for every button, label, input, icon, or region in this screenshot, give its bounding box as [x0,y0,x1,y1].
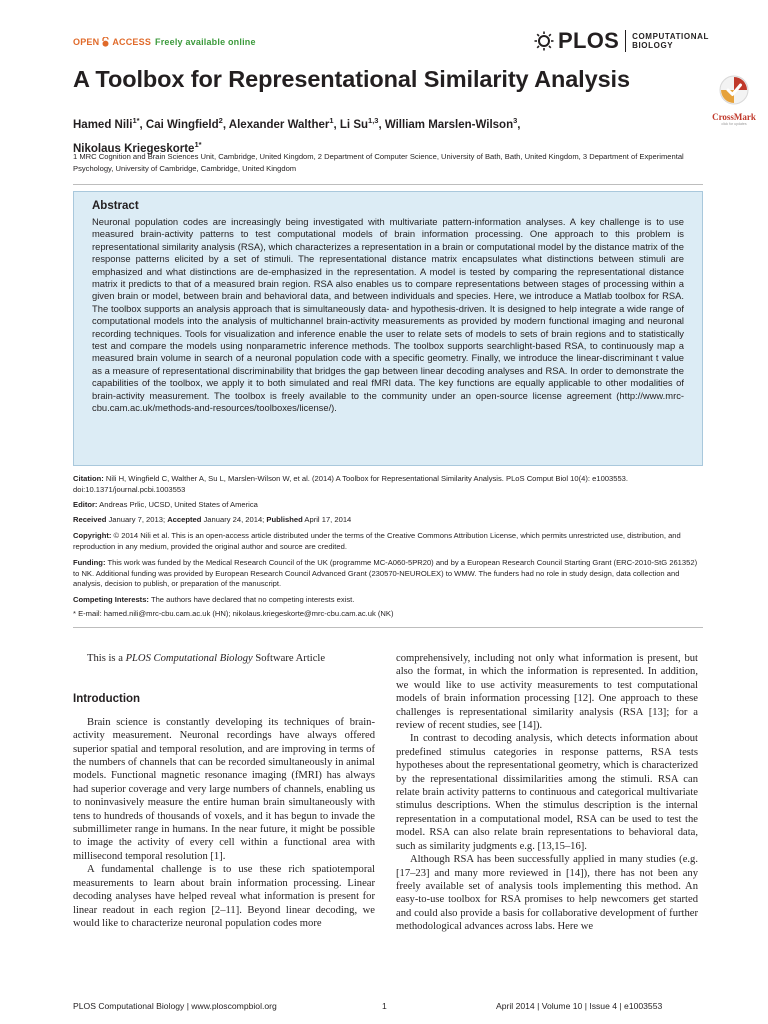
logo-divider [625,30,626,52]
copyright: Copyright: © 2014 Nili et al. This is an open-access article distributed under the terms of the Creative Commons Attribution License, which permits unrestricted use, distribution, and reproduction in any medium, provided the original author and source are credited. [73,531,681,551]
section-heading: Introduction [73,693,141,706]
crossmark-sublabel: click for updates [721,122,747,126]
affiliations: 1 MRC Cognition and Brain Sciences Unit, Cambridge, United Kingdom, 2 Department of Computer Science, University of Bath, Bath, United Kingdom, 3 Department of Experimental Psychology, University of Cambridge, Cambridge, United Kingdom [73,152,684,173]
crossmark-icon [719,75,749,105]
oa-open-text: OPEN [73,37,100,47]
paragraph: A fundamental challenge is to use these rich spatiotemporal measurements to learn about brain information processing. Linear decoding analyses have helped reveal what information is present for linear readout in each region [2–11]. Beyond linear decoding, we would like to characterize neuronal population codes more [73,864,375,929]
article-title: A Toolbox for Representational Similarity Analysis [73,66,630,92]
paragraph: Although RSA has been successfully applied in many studies (e.g. [17–23] and many more reviewed in [14]), there has not been any freely available set of analysis tools implementing this method. An easy-to-use toolbox for RSA promises to help newcomers get started and could also provide a basis for collaborative development of further methodological advances across labs. Here we [396,854,698,933]
page-number: 1 [382,1001,387,1011]
email: * E-mail: hamed.nili@mrc-cbu.cam.ac.uk (HN); nikolaus.kriegeskorte@mrc-cbu.cam.ac.uk (NK) [73,609,394,618]
author[interactable]: William Marslen-Wilson$^3$ [384,116,518,131]
dates: Received January 7, 2013; Accepted January 24, 2014; Published April 17, 2014 [73,515,352,524]
author[interactable]: Cai Wingfield$^2$ [145,116,223,131]
crossmark-badge[interactable] [708,75,760,126]
abstract-heading: Abstract [92,200,139,212]
open-access-banner [73,37,256,47]
author-list: Hamed Nili$^{1*}$, Cai Wingfield$^2$, Alexander Walther$^1$, Li Su$^{1,3}$, William Marslen-Wilson$^3$, Nikolaus Kriegeskorte$^{1*}$ [73,116,521,155]
oa-access-text: ACCESS [112,37,152,47]
oa-free-text: Freely available online [155,37,256,47]
abstract-text: Neuronal population codes are increasingly being investigated with multivariate pattern-information analyses. A key challenge is to use measured brain-activity patterns to test computational models of brain information processing. One approach to this problem is representational similarity analysis (RSA), which characterizes a representation in a brain or computational model by the distance matrix of the response patterns elicited by a set of stimuli. The representational distance matrix encapsulates what distinctions between stimuli are emphasized and what distinctions are de-emphasized in the representation. A model is tested by comparing the representational distance matrix it predicts to that of a measured brain region. RSA also enables us to compare representations between stages of processing within a given brain or model, between brain and behavioral data, and between individuals and species. Here, we introduce a Matlab toolbox for RSA. The toolbox supports an analysis approach that is simultaneously data- and hypothesis-driven. It is designed to help integrate a wide range of computational models into the analysis of multichannel brain-activity measurements as provided by modern functional imaging and neuronal recording techniques. Tools for visualization and inference enable the user to relate sets of models to sets of brain regions and to statistically test and compare the models using nonparametric inference methods. The toolbox supports searchlight-based RSA, to continuously map a measured brain volume in search of a neuronal population code with a specific geometry. Finally, we introduce the linear-discriminant t value as a measure of representational discriminability that bridges the gap between linear decoding analyses and RSA. In order to demonstrate the capabilities of the toolbox, we apply it to both simulated and real fMRI data. The key functions are equally applicable to other modalities of brain-activity measurement. The toolbox is freely available to the community under an open-source license agreement (http://www.mrc-cbu.cam.ac.uk/methods-and-resources/toolboxes/license/). [92,216,684,414]
author[interactable]: Alexander Walther$^1$ [228,116,334,131]
article-type: This is a PLOS Computational Biology Software Article [87,653,326,664]
editor: Editor: Andreas Prlic, UCSD, United States of America [73,500,258,509]
plos-wordmark: PLOS [558,28,620,53]
author[interactable]: Li Su$^{1,3}$ [339,116,379,131]
journal-name-line2: BIOLOGY [632,41,674,50]
competing-interests: Competing Interests: The authors have declared that no competing interests exist. [73,595,355,604]
paragraph: In contrast to decoding analysis, which detects information about predefined stimulus categories in response patterns, RSA tests hypotheses about the representational geometry, which is characterized by the representational dissimilarities among the stimuli. RSA can relate brain activity patterns to continuous and categorical multivariate stimulus descriptions. When the stimulus description is the internal representation in a computational model, RSA can be used to test the model. RSA can also relate brain representations to behavioral data, such as similarity judgments e.g. [13,15–16]. [396,733,698,852]
journal-name [632,32,709,50]
body-column-left [73,652,375,930]
paragraph: comprehensively, including not only what information is present, but also the format, in which the information is represented. In addition, we would like to use activity measurements to test computational models of brain information processing [12]. One approach to these challenges is representational similarity analysis (RSA [13]; for a review of recent studies, see [14]). [396,653,698,732]
author[interactable]: Nikolaus Kriegeskorte$^{1*}$ [73,139,202,155]
funding: Funding: This work was funded by the Medical Research Council of the UK (programme MC-A060-5PR20) and by a European Research Council Starting Grant (ERC-2010-StG 261352) to NK. Additional funding was provided by European Research Council Advanced Grant (230570-NEUROLEX) to WMW. The funders had no role in study design, data collection and analysis, decision to publish, or preparation of the manuscript. [73,558,698,588]
footer-journal[interactable]: PLOS Computational Biology | www.ploscompbiol.org [73,1001,277,1011]
journal-name-line1: COMPUTATIONAL [632,32,709,41]
plos-sun-icon [534,31,554,51]
footer-issue: April 2014 | Volume 10 | Issue 4 | e1003553 [496,1001,663,1011]
crossmark-label: CrossMark [712,112,756,122]
abstract-box [73,191,703,466]
citation: Citation: Nili H, Wingfield C, Walther A, Su L, Marslen-Wilson W, et al. (2014) A Toolbox for Representational Similarity Analysis. PLoS Comput Biol 10(4): e1003553. doi:10.1371/journal.pcbi.1003553 [73,474,629,494]
open-lock-icon [101,37,110,47]
body-column-right [396,652,698,934]
header-rule [73,184,703,185]
paragraph: Brain science is constantly developing its techniques of brain-activity measurement. Neuronal recordings have always offered superior spatial and temporal resolution, and are improving in terms of the numbers of channels that can be recorded simultaneously in animal models. Functional magnetic resonance imaging (fMRI) has always had superior coverage and very large numbers of channels, enabling us to noninvasively measure the entire human brain simultaneously with tens to hundreds of thousands of voxels, and it has begun to invade the submillimeter range in humans. In the near future, it might be possible to image the activity of every cell within a functional area with millisecond temporal resolution [1]. [73,716,375,862]
plos-logo[interactable] [534,28,709,54]
author[interactable]: Hamed Nili$^{1*}$ [73,116,140,131]
meta-rule [73,627,703,628]
